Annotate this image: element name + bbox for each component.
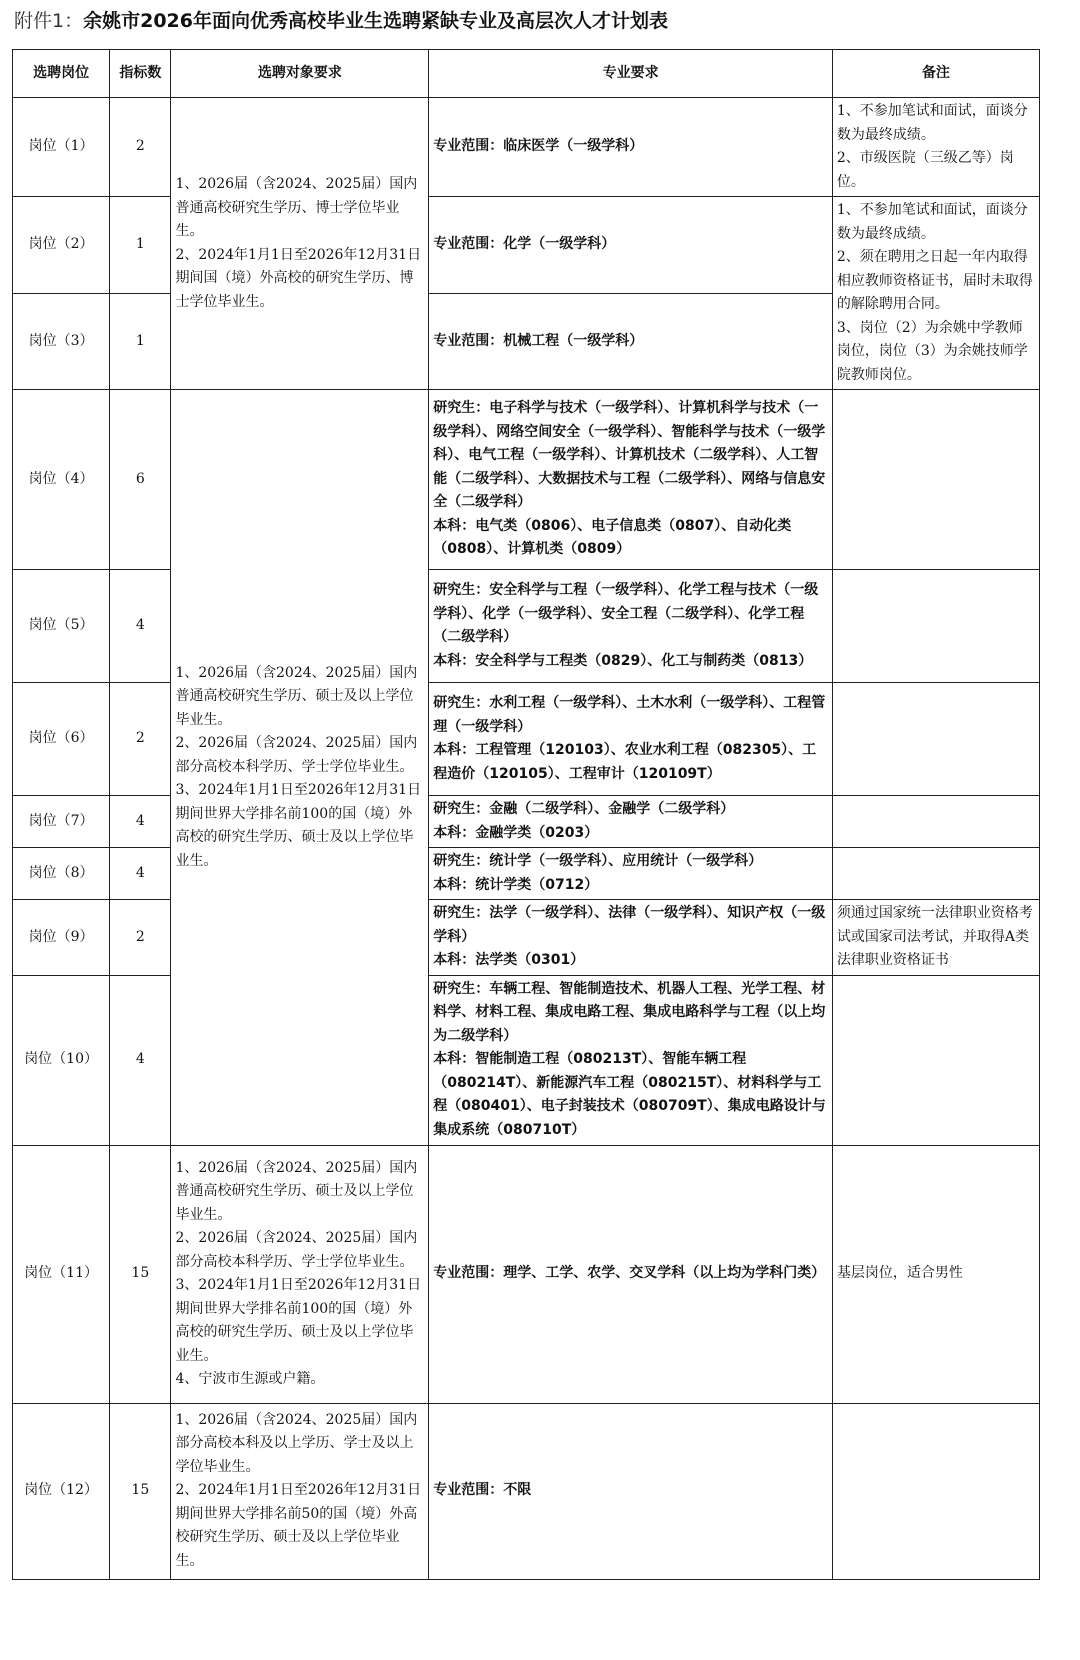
major-cell [429, 98, 833, 197]
requirements-cell [171, 1403, 429, 1579]
major-line: 研究生：电子科学与技术（一级学科）、计算机科学与技术（一级学科）、网络空间安全（一级学科）、智能科学与技术（一级学科）、电气工程（一级学科）、计算机技术（二级学科）、人工智能（二级学科）、大数据技术与工程（二级学科）、网络与信息安全（二级学科） [433, 400, 826, 511]
post-cell: 岗位（1） [13, 98, 110, 197]
post-cell: 岗位（4） [13, 390, 110, 570]
major-line: 研究生：车辆工程、智能制造技术、机器人工程、光学工程、材料学、材料工程、集成电路工程、集成电路科学与工程（以上均为二级学科） [433, 980, 826, 1044]
requirements-cell [171, 98, 429, 390]
table-row [13, 1403, 1040, 1579]
major-cell [429, 197, 833, 294]
requirements-cell [171, 1145, 429, 1403]
requirement-line: 1、2026届（含2024、2025届）国内部分高校本科及以上学历、学士及以上学位毕业生。 [175, 1411, 418, 1475]
requirement-line: 4、宁波市生源或户籍。 [175, 1371, 325, 1387]
table-row [13, 975, 1040, 1145]
page-title [14, 8, 668, 34]
quota-cell: 2 [110, 683, 171, 796]
table-row [13, 796, 1040, 848]
note-line: 2、须在聘用之日起一年内取得相应教师资格证书，届时未取得的解除聘用合同。 [836, 249, 1033, 312]
post-cell: 岗位（11） [13, 1145, 110, 1403]
requirement-line: 2、2024年1月1日至2026年12月31日期间国（境）外高校的研究生学历、博士学位毕业生。 [175, 246, 422, 310]
notes-cell [832, 197, 1039, 390]
notes-cell [832, 1403, 1039, 1579]
post-cell: 岗位（12） [13, 1403, 110, 1579]
note-line: 2、市级医院（三级乙等）岗位。 [836, 150, 1014, 190]
notes-cell [832, 570, 1039, 683]
table-row [13, 570, 1040, 683]
major-line: 本科：统计学类（0712） [433, 876, 599, 893]
requirement-line: 1、2026届（含2024、2025届）国内普通高校研究生学历、硕士及以上学位毕业生。 [175, 664, 418, 728]
major-cell [429, 975, 833, 1145]
major-line: 本科：安全科学与工程类（0829）、化工与制药类（0813） [433, 652, 813, 669]
requirements-cell [171, 390, 429, 1146]
header-major: 专业要求 [429, 50, 833, 98]
header-notes: 备注 [832, 50, 1039, 98]
requirement-line: 3、2024年1月1日至2026年12月31日期间世界大学排名前100的国（境）外高校的研究生学历、硕士及以上学位毕业生。 [175, 782, 422, 869]
major-line: 专业范围：临床医学（一级学科） [433, 138, 644, 155]
quota-cell: 2 [110, 900, 171, 976]
major-cell [429, 293, 833, 390]
notes-cell [832, 975, 1039, 1145]
notes-cell [832, 900, 1039, 976]
major-line: 本科：金融学类（0203） [433, 824, 599, 841]
major-line: 研究生：法学（一级学科）、法律（一级学科）、知识产权（一级学科） [433, 905, 826, 945]
post-cell: 岗位（7） [13, 796, 110, 848]
major-cell [429, 796, 833, 848]
quota-cell: 4 [110, 848, 171, 900]
requirement-line: 2、2026届（含2024、2025届）国内部分高校本科学历、学士学位毕业生。 [175, 735, 418, 775]
notes-cell [832, 683, 1039, 796]
major-line: 本科：工程管理（120103）、农业水利工程（082305）、工程造价（120105）、工程审计（120109T） [433, 742, 817, 782]
major-line: 专业范围：机械工程（一级学科） [433, 332, 644, 349]
quota-cell: 15 [110, 1403, 171, 1579]
major-cell [429, 683, 833, 796]
major-line: 研究生：安全科学与工程（一级学科）、化学工程与技术（一级学科）、化学（一级学科）、安全工程（二级学科）、化学工程（二级学科） [433, 582, 819, 645]
quota-cell: 2 [110, 98, 171, 197]
note-line: 1、不参加笔试和面试，面谈分数为最终成绩。 [836, 202, 1028, 242]
requirement-line: 1、2026届（含2024、2025届）国内普通高校研究生学历、硕士及以上学位毕业生。 [175, 1159, 418, 1223]
quota-cell: 15 [110, 1145, 171, 1403]
requirement-line: 2、2026届（含2024、2025届）国内部分高校本科学历、学士学位毕业生。 [175, 1230, 418, 1270]
note-line: 1、不参加笔试和面试，面谈分数为最终成绩。 [836, 103, 1028, 143]
notes-cell [832, 1145, 1039, 1403]
table-row [13, 197, 1040, 294]
major-cell [429, 390, 833, 570]
table-row [13, 390, 1040, 570]
table-row [13, 848, 1040, 900]
quota-cell: 1 [110, 197, 171, 294]
major-line: 研究生：金融（二级学科）、金融学（二级学科） [433, 801, 735, 817]
major-line: 专业范围：化学（一级学科） [433, 236, 616, 252]
header-quota: 指标数 [110, 50, 171, 98]
notes-cell [832, 796, 1039, 848]
requirement-line: 1、2026届（含2024、2025届）国内普通高校研究生学历、博士学位毕业生。 [175, 176, 418, 239]
post-cell: 岗位（8） [13, 848, 110, 900]
major-cell [429, 1403, 833, 1579]
recruitment-plan-table [12, 49, 1040, 1580]
major-line: 本科：法学类（0301） [433, 952, 585, 968]
notes-cell [832, 848, 1039, 900]
post-cell: 岗位（3） [13, 293, 110, 390]
major-cell [429, 570, 833, 683]
note-line: 基层岗位，适合男性 [836, 1265, 963, 1282]
major-cell [429, 1145, 833, 1403]
table-row [13, 1145, 1040, 1403]
note-line: 3、岗位（2）为余姚中学教师岗位，岗位（3）为余姚技师学院教师岗位。 [836, 319, 1028, 383]
post-cell: 岗位（2） [13, 197, 110, 294]
major-line: 本科：智能制造工程（080213T）、智能车辆工程（080214T）、新能源汽车工程（080215T）、材料科学与工程（080401）、电子封装技术（080709T）、集成电路设计与集成系统（080710T） [433, 1051, 826, 1138]
table-row [13, 900, 1040, 976]
title-prefix: 附件1： [14, 10, 84, 32]
note-line: 须通过国家统一法律职业资格考试或国家司法考试，并取得A类法律职业资格证书 [836, 905, 1033, 968]
table-row [13, 683, 1040, 796]
post-cell: 岗位（9） [13, 900, 110, 976]
header-requirements: 选聘对象要求 [171, 50, 429, 98]
table-row [13, 98, 1040, 197]
quota-cell: 4 [110, 570, 171, 683]
table-header-row [13, 50, 1040, 98]
header-post: 选聘岗位 [13, 50, 110, 98]
major-line: 研究生：水利工程（一级学科）、土木水利（一级学科）、工程管理（一级学科） [433, 695, 826, 735]
post-cell: 岗位（10） [13, 975, 110, 1145]
post-cell: 岗位（6） [13, 683, 110, 796]
notes-cell [832, 98, 1039, 197]
post-cell: 岗位（5） [13, 570, 110, 683]
major-cell [429, 900, 833, 976]
quota-cell: 4 [110, 796, 171, 848]
notes-cell [832, 390, 1039, 570]
quota-cell: 4 [110, 975, 171, 1145]
quota-cell: 6 [110, 390, 171, 570]
requirement-line: 3、2024年1月1日至2026年12月31日期间世界大学排名前100的国（境）外高校的研究生学历、硕士及以上学位毕业生。 [175, 1277, 422, 1364]
requirement-line: 2、2024年1月1日至2026年12月31日期间世界大学排名前50的国（境）外高校研究生学历、硕士及以上学位毕业生。 [175, 1482, 422, 1569]
quota-cell: 1 [110, 293, 171, 390]
major-line: 专业范围：不限 [433, 1482, 532, 1499]
major-cell [429, 848, 833, 900]
title-text: 余姚市2026年面向优秀高校毕业生选聘紧缺专业及高层次人才计划表 [83, 10, 668, 32]
major-line: 研究生：统计学（一级学科）、应用统计（一级学科） [433, 853, 763, 869]
major-line: 专业范围：理学、工学、农学、交叉学科（以上均为学科门类） [433, 1265, 826, 1282]
major-line: 本科：电气类（0806）、电子信息类（0807）、自动化类（0808）、计算机类（0809） [433, 517, 792, 558]
